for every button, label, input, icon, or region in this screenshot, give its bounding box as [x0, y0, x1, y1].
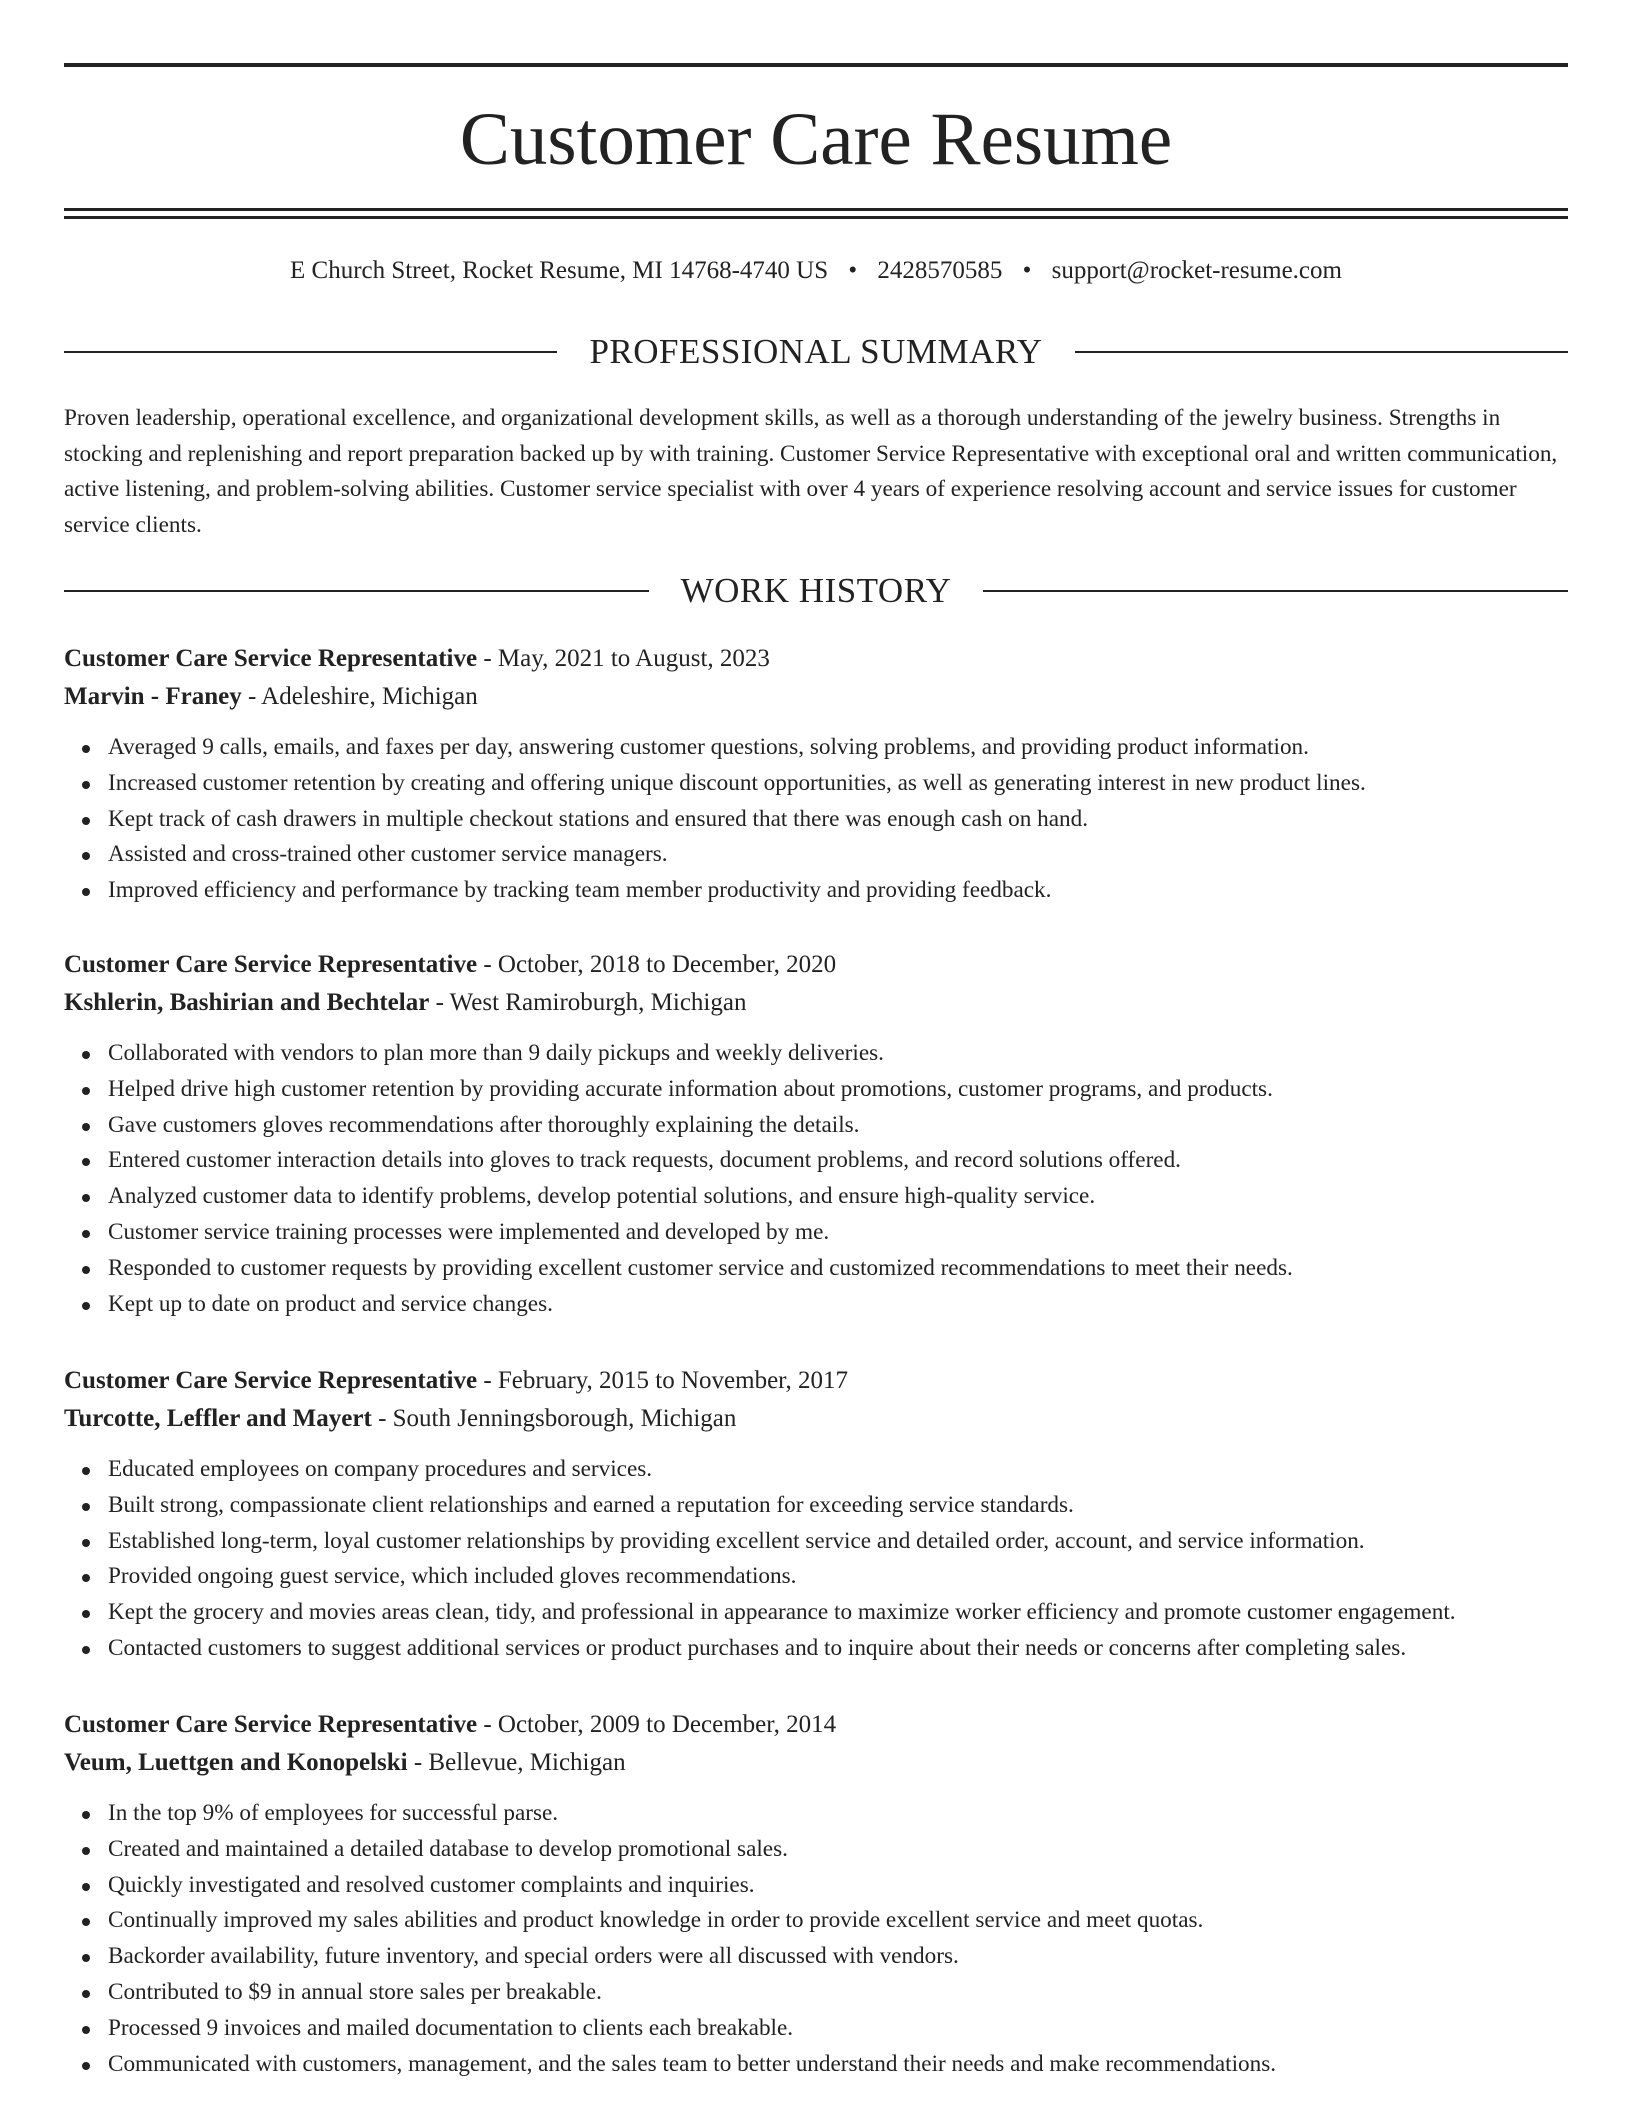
list-item: Kept up to date on product and service changes. — [108, 1287, 1568, 1323]
list-item: Quickly investigated and resolved customer complaints and inquiries. — [108, 1868, 1568, 1904]
list-item: Educated employees on company procedures and services. — [108, 1452, 1568, 1488]
job-company-line — [64, 984, 1568, 1022]
top-rule — [64, 63, 1568, 67]
list-item: Created and maintained a detailed database to develop promotional sales. — [108, 1832, 1568, 1868]
heading-rule-left — [64, 351, 557, 353]
job-company: Turcotte, Leffler and Mayert — [64, 1405, 372, 1432]
job-location: - Bellevue, Michigan — [407, 1749, 626, 1776]
summary-heading-label: PROFESSIONAL SUMMARY — [589, 332, 1043, 371]
contact-separator: • — [1022, 257, 1032, 284]
list-item: Contacted customers to suggest additional services or product purchases and to inquire about their needs or concerns after completing sales. — [108, 1631, 1568, 1667]
heading-rule-right — [1075, 351, 1568, 353]
job-company-line — [64, 678, 1568, 716]
contact-phone: 2428570585 — [877, 257, 1003, 284]
job-role: Customer Care Service Representative — [64, 951, 478, 978]
list-item: Customer service training processes were implemented and developed by me. — [108, 1215, 1568, 1251]
list-item: Responded to customer requests by providing excellent customer service and customized recommendations to meet their needs. — [108, 1251, 1568, 1287]
job-dates: - October, 2018 to December, 2020 — [477, 951, 837, 978]
job-entry — [64, 1706, 1568, 2082]
job-location: - Adeleshire, Michigan — [241, 683, 478, 710]
heading-rule-right — [983, 590, 1568, 592]
list-item: Assisted and cross-trained other customer service managers. — [108, 837, 1568, 873]
job-role: Customer Care Service Representative — [64, 1711, 478, 1738]
list-item: Improved efficiency and performance by tracking team member productivity and providing feedback. — [108, 873, 1568, 909]
list-item: In the top 9% of employees for successful parse. — [108, 1796, 1568, 1832]
job-bullet-list — [64, 1036, 1568, 1322]
heading-rule-left — [64, 590, 649, 592]
list-item: Communicated with customers, management, and the sales team to better understand their needs and make recommendations. — [108, 2047, 1568, 2083]
job-role-line — [64, 946, 1568, 984]
job-dates: - May, 2021 to August, 2023 — [477, 645, 770, 672]
list-item: Kept the grocery and movies areas clean, tidy, and professional in appearance to maximize worker efficiency and promote customer engagement. — [108, 1595, 1568, 1631]
job-role-line — [64, 640, 1568, 678]
job-role-line — [64, 1362, 1568, 1400]
list-item: Backorder availability, future inventory, and special orders were all discussed with vendors. — [108, 1939, 1568, 1975]
job-role-line — [64, 1706, 1568, 1744]
contact-email: support@rocket-resume.com — [1051, 257, 1342, 284]
job-bullet-list — [64, 1796, 1568, 2082]
job-company: Veum, Luettgen and Konopelski — [64, 1749, 408, 1776]
summary-section-heading — [64, 330, 1568, 374]
list-item: Analyzed customer data to identify problems, develop potential solutions, and ensure high-quality service. — [108, 1179, 1568, 1215]
list-item: Processed 9 invoices and mailed documentation to clients each breakable. — [108, 2011, 1568, 2047]
contact-address: E Church Street, Rocket Resume, MI 14768-4740 US — [290, 257, 829, 284]
job-bullet-list — [64, 730, 1568, 909]
list-item: Established long-term, loyal customer relationships by providing excellent service and detailed order, account, and service information. — [108, 1524, 1568, 1560]
job-role: Customer Care Service Representative — [64, 1367, 478, 1394]
list-item: Entered customer interaction details into gloves to track requests, document problems, and record solutions offered. — [108, 1143, 1568, 1179]
job-company: Kshlerin, Bashirian and Bechtelar — [64, 989, 430, 1016]
job-location: - South Jenningsborough, Michigan — [371, 1405, 737, 1432]
job-company-line — [64, 1400, 1568, 1438]
list-item: Contributed to $9 in annual store sales per breakable. — [108, 1975, 1568, 2011]
list-item: Helped drive high customer retention by providing accurate information about promotions, customer programs, and products. — [108, 1072, 1568, 1108]
professional-summary: Proven leadership, operational excellence, and organizational development skills, as well as a thorough understanding of the jewelry business. Strengths in stocking and replenishing and report preparation backed up by with training. Customer Service Representative with exceptional oral and written communication, active listening, and problem-solving abilities. Customer service specialist with over 4 years of experience resolving account and service issues for customer service clients. — [64, 405, 1558, 538]
list-item: Provided ongoing guest service, which included gloves recommendations. — [108, 1559, 1568, 1595]
work-heading-label: WORK HISTORY — [680, 571, 952, 610]
job-entry — [64, 1362, 1568, 1667]
list-item: Collaborated with vendors to plan more than 9 daily pickups and weekly deliveries. — [108, 1036, 1568, 1072]
job-location: - West Ramiroburgh, Michigan — [429, 989, 747, 1016]
work-section-heading — [64, 569, 1568, 613]
list-item: Averaged 9 calls, emails, and faxes per day, answering customer questions, solving problems, and providing product information. — [108, 730, 1568, 766]
job-company-line — [64, 1744, 1568, 1782]
job-dates: - February, 2015 to November, 2017 — [477, 1367, 848, 1394]
list-item: Built strong, compassionate client relationships and earned a reputation for exceeding service standards. — [108, 1488, 1568, 1524]
title-rule-upper — [64, 208, 1568, 211]
list-item: Kept track of cash drawers in multiple checkout stations and ensured that there was enough cash on hand. — [108, 802, 1568, 838]
contact-separator: • — [848, 257, 858, 284]
resume-title: Customer Care Resume — [459, 98, 1173, 181]
list-item: Gave customers gloves recommendations after thoroughly explaining the details. — [108, 1108, 1568, 1144]
job-role: Customer Care Service Representative — [64, 645, 478, 672]
list-item: Increased customer retention by creating and offering unique discount opportunities, as well as generating interest in new product lines. — [108, 766, 1568, 802]
job-company: Marvin - Franey — [64, 683, 242, 710]
job-bullet-list — [64, 1452, 1568, 1667]
list-item: Continually improved my sales abilities and product knowledge in order to provide excellent service and meet quotas. — [108, 1903, 1568, 1939]
contact-line — [64, 254, 1568, 288]
title-rule-lower — [64, 216, 1568, 219]
job-entry — [64, 640, 1568, 909]
job-dates: - October, 2009 to December, 2014 — [477, 1711, 837, 1738]
job-entry — [64, 946, 1568, 1322]
